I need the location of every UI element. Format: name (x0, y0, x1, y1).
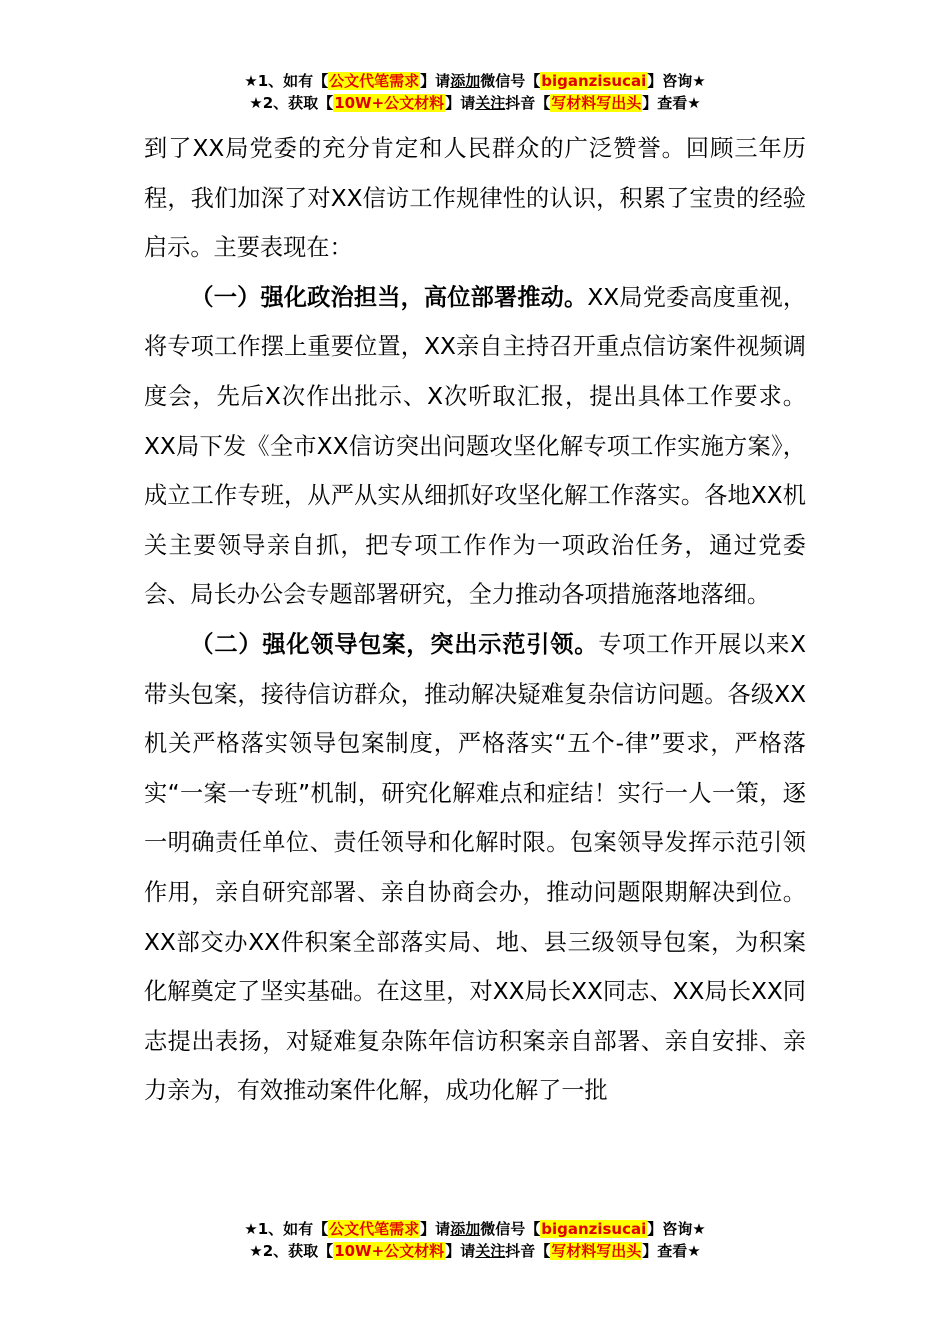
footer-line-2: ★2、获取【10W+公文材料】请关注抖音【写材料写出头】查看★ (249, 1242, 701, 1260)
document-body (144, 124, 806, 1116)
paragraph-continued: 到了XX局党委的充分肯定和人民群众的广泛赞誉。回顾三年历程，我们加深了对XX信访工作规律性的认识，积累了宝贵的经验启示。主要表现在： (144, 135, 806, 262)
footer-banner (0, 1218, 950, 1262)
highlight-douyin: 写材料写出头 (551, 94, 642, 112)
section-1-heading: （一）强化政治担当，高位部署推动。 (190, 283, 588, 311)
highlight-ghostwriting: 公文代笔需求 (329, 72, 420, 90)
highlight-materials: 10W+公文材料 (334, 94, 445, 112)
banner-line-2: ★2、获取【10W+公文材料】请关注抖音【写材料写出头】查看★ (249, 94, 701, 112)
section-2-text: 专项工作开展以来X带头包案，接待信访群众，推动解决疑难复杂信访问题。各级XX机关严格落实领导包案制度，严格落实“五个-律”要求，严格落实“一案一专班”机制，研究化解难点和症结！实行一人一策，逐一明确责任单位、责任领导和化解时限。包案领导发挥示范引领作用，亲自研究部署、亲自协商会办，推动问题限期解决到位。XX部交办XX件积案全部落实局、地、县三级领导包案，为积案化解奠定了坚实基础。在这里，对XX局长XX同志、XX局长XX同志提出表扬，对疑难复杂陈年信访积案亲自部署、亲自安排、亲力亲为，有效推动案件化解，成功化解了一批 (144, 630, 806, 1105)
paragraph-section-2 (144, 620, 806, 1116)
section-2-heading: （二）强化领导包案，突出示范引领。 (190, 630, 599, 658)
banner-line-1: ★1、如有【公文代笔需求】请添加微信号【biganzisucai】咨询★ (244, 72, 706, 90)
header-banner (0, 70, 950, 114)
paragraph-section-1 (144, 273, 806, 620)
section-1-text: XX局党委高度重视，将专项工作摆上重要位置，XX亲自主持召开重点信访案件视频调度会，先后X次作出批示、X次听取汇报，提出具体工作要求。XX局下发《全市XX信访突出问题攻坚化解专项工作实施方案》，成立工作专班，从严从实从细抓好攻坚化解工作落实。各地XX机关主要领导亲自抓，把专项工作作为一项政治任务，通过党委会、局长办公会专题部署研究，全力推动各项措施落地落细。 (144, 283, 807, 609)
footer-line-1: ★1、如有【公文代笔需求】请添加微信号【biganzisucai】咨询★ (244, 1220, 706, 1238)
highlight-wechat-id: biganzisucai (541, 72, 647, 90)
